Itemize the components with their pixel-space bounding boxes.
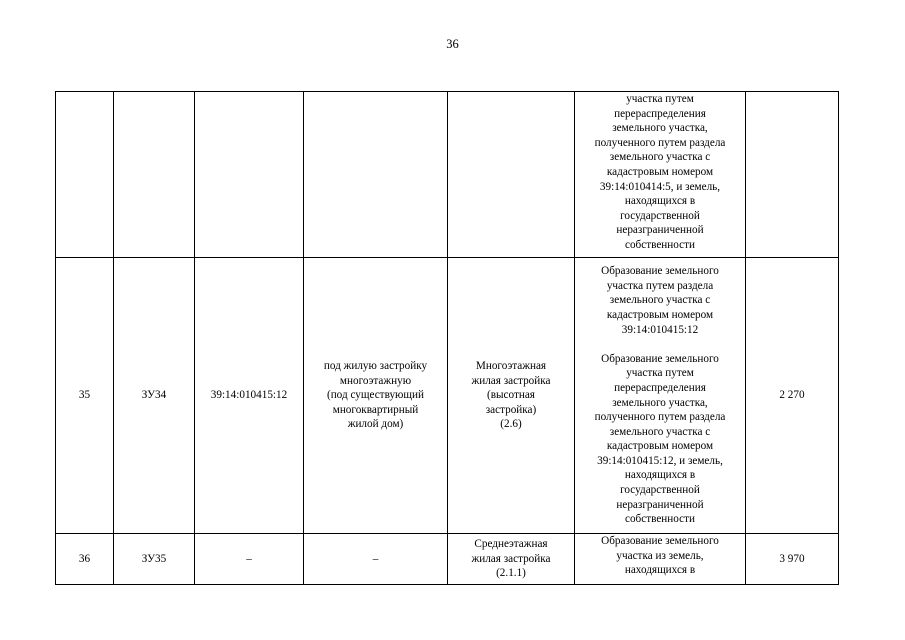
- land-plots-table: [55, 91, 839, 585]
- cell-cadastral-number: 39:14:010415:12: [195, 258, 304, 534]
- cell-plot-code: ЗУ35: [114, 534, 195, 585]
- cell-cadastral-number: [195, 92, 304, 258]
- zone-type-text: Среднеэтажная жилая застройка (2.1.1): [471, 538, 551, 580]
- table-row: [56, 534, 839, 585]
- cell-cadastral-number: –: [195, 534, 304, 585]
- cell-permitted-use: [304, 92, 448, 258]
- formation-method-text: участка путем перераспределения земельного участка, полученного путем раздела земельного участка с кадастровым номером 39:14:010414:5, и земель, находящихся в государственной неразграниченной собственности: [594, 93, 726, 251]
- cell-area: [746, 92, 839, 258]
- formation-method-text: Образование земельного участка из земель, находящихся в: [601, 535, 719, 577]
- cell-row-number: [56, 92, 114, 258]
- paragraph-gap: [578, 337, 742, 352]
- cell-row-number: 35: [56, 258, 114, 534]
- cell-permitted-use: –: [304, 534, 448, 585]
- table-row: [56, 258, 839, 534]
- cell-area: 3 970: [746, 534, 839, 585]
- formation-method-text: Образование земельного участка путем раздела земельного участка с кадастровым номером 39:14:010415:12: [601, 265, 719, 336]
- page-number: 36: [446, 37, 459, 51]
- cell-formation-method: [575, 534, 746, 585]
- permitted-use-text: под жилую застройку многоэтажную (под существующий многоквартирный жилой дом): [323, 360, 428, 431]
- cell-permitted-use: [304, 258, 448, 534]
- formation-method-text: Образование земельного участка путем перераспределения земельного участка, полученного путем раздела земельного участка с кадастровым номером 39:14:010415:12, и земель, находящихся в государственной неразграниченной собственности: [594, 352, 726, 526]
- cell-zone-type: [448, 92, 575, 258]
- cell-formation-method: [575, 258, 746, 534]
- cell-row-number: 36: [56, 534, 114, 585]
- cell-formation-method: [575, 92, 746, 258]
- cell-zone-type: [448, 534, 575, 585]
- cell-area: 2 270: [746, 258, 839, 534]
- zone-type-text: Многоэтажная жилая застройка (высотная застройка) (2.6): [471, 360, 551, 431]
- cell-plot-code: ЗУ34: [114, 258, 195, 534]
- cell-zone-type: [448, 258, 575, 534]
- table-row: [56, 92, 839, 258]
- cell-plot-code: [114, 92, 195, 258]
